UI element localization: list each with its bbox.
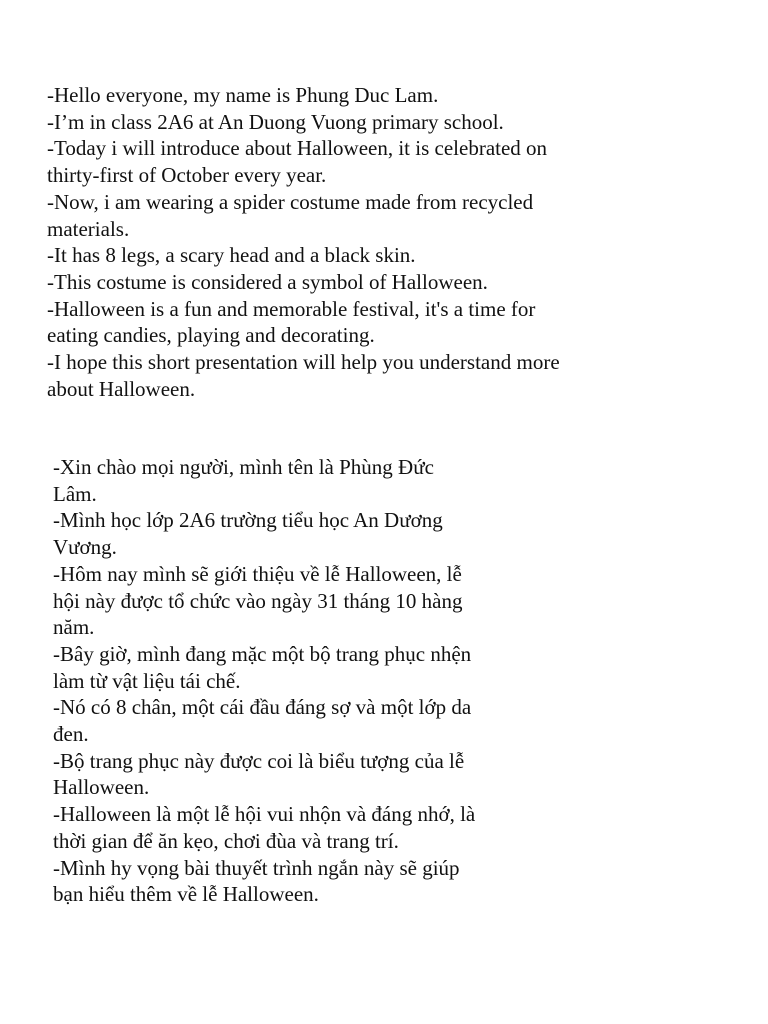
vietnamese-line: -Bây giờ, mình đang mặc một bộ trang phục nhện — [53, 641, 472, 666]
english-line: -It has 8 legs, a scary head and a black skin. — [47, 243, 416, 268]
vietnamese-line: đen. — [53, 722, 89, 747]
vietnamese-paragraph — [53, 454, 475, 908]
vietnamese-line: bạn hiểu thêm về lễ Halloween. — [53, 882, 319, 907]
english-line: eating candies, playing and decorating. — [47, 323, 375, 348]
english-line: -Today i will introduce about Halloween, it is celebrated on — [47, 136, 548, 161]
english-line: about Halloween. — [47, 376, 196, 401]
english-line: thirty-first of October every year. — [47, 163, 327, 188]
vietnamese-line: -Bộ trang phục này được coi là biểu tượng của lễ — [53, 748, 465, 773]
vietnamese-line: -Mình học lớp 2A6 trường tiểu học An Dương — [53, 508, 443, 533]
vietnamese-line: Lâm. — [53, 481, 97, 506]
vietnamese-line: Vương. — [53, 535, 117, 560]
vietnamese-line: Halloween. — [53, 775, 150, 800]
english-line: -Halloween is a fun and memorable festival, it's a time for — [47, 296, 536, 321]
english-line: -I hope this short presentation will help you understand more — [47, 350, 560, 375]
vietnamese-line: năm. — [53, 615, 95, 640]
vietnamese-line: hội này được tổ chức vào ngày 31 tháng 10 hàng — [53, 588, 463, 613]
english-paragraph — [47, 82, 560, 402]
vietnamese-line: -Hôm nay mình sẽ giới thiệu về lễ Halloween, lễ — [53, 561, 462, 586]
vietnamese-line: thời gian để ăn kẹo, chơi đùa và trang trí. — [53, 828, 399, 853]
english-line: -This costume is considered a symbol of Halloween. — [47, 269, 488, 294]
vietnamese-line: -Nó có 8 chân, một cái đầu đáng sợ và một lớp da — [53, 695, 472, 720]
english-line: -Hello everyone, my name is Phung Duc Lam. — [47, 83, 439, 107]
vietnamese-line: -Mình hy vọng bài thuyết trình ngắn này sẽ giúp — [53, 855, 460, 880]
english-line: -I’m in class 2A6 at An Duong Vuong primary school. — [47, 109, 504, 134]
english-line: -Now, i am wearing a spider costume made from recycled — [47, 189, 534, 214]
english-line: materials. — [47, 216, 130, 241]
vietnamese-line: -Xin chào mọi người, mình tên là Phùng Đức — [53, 455, 434, 479]
vietnamese-line: làm từ vật liệu tái chế. — [53, 668, 241, 693]
vietnamese-line: -Halloween là một lễ hội vui nhộn và đáng nhớ, là — [53, 802, 476, 827]
